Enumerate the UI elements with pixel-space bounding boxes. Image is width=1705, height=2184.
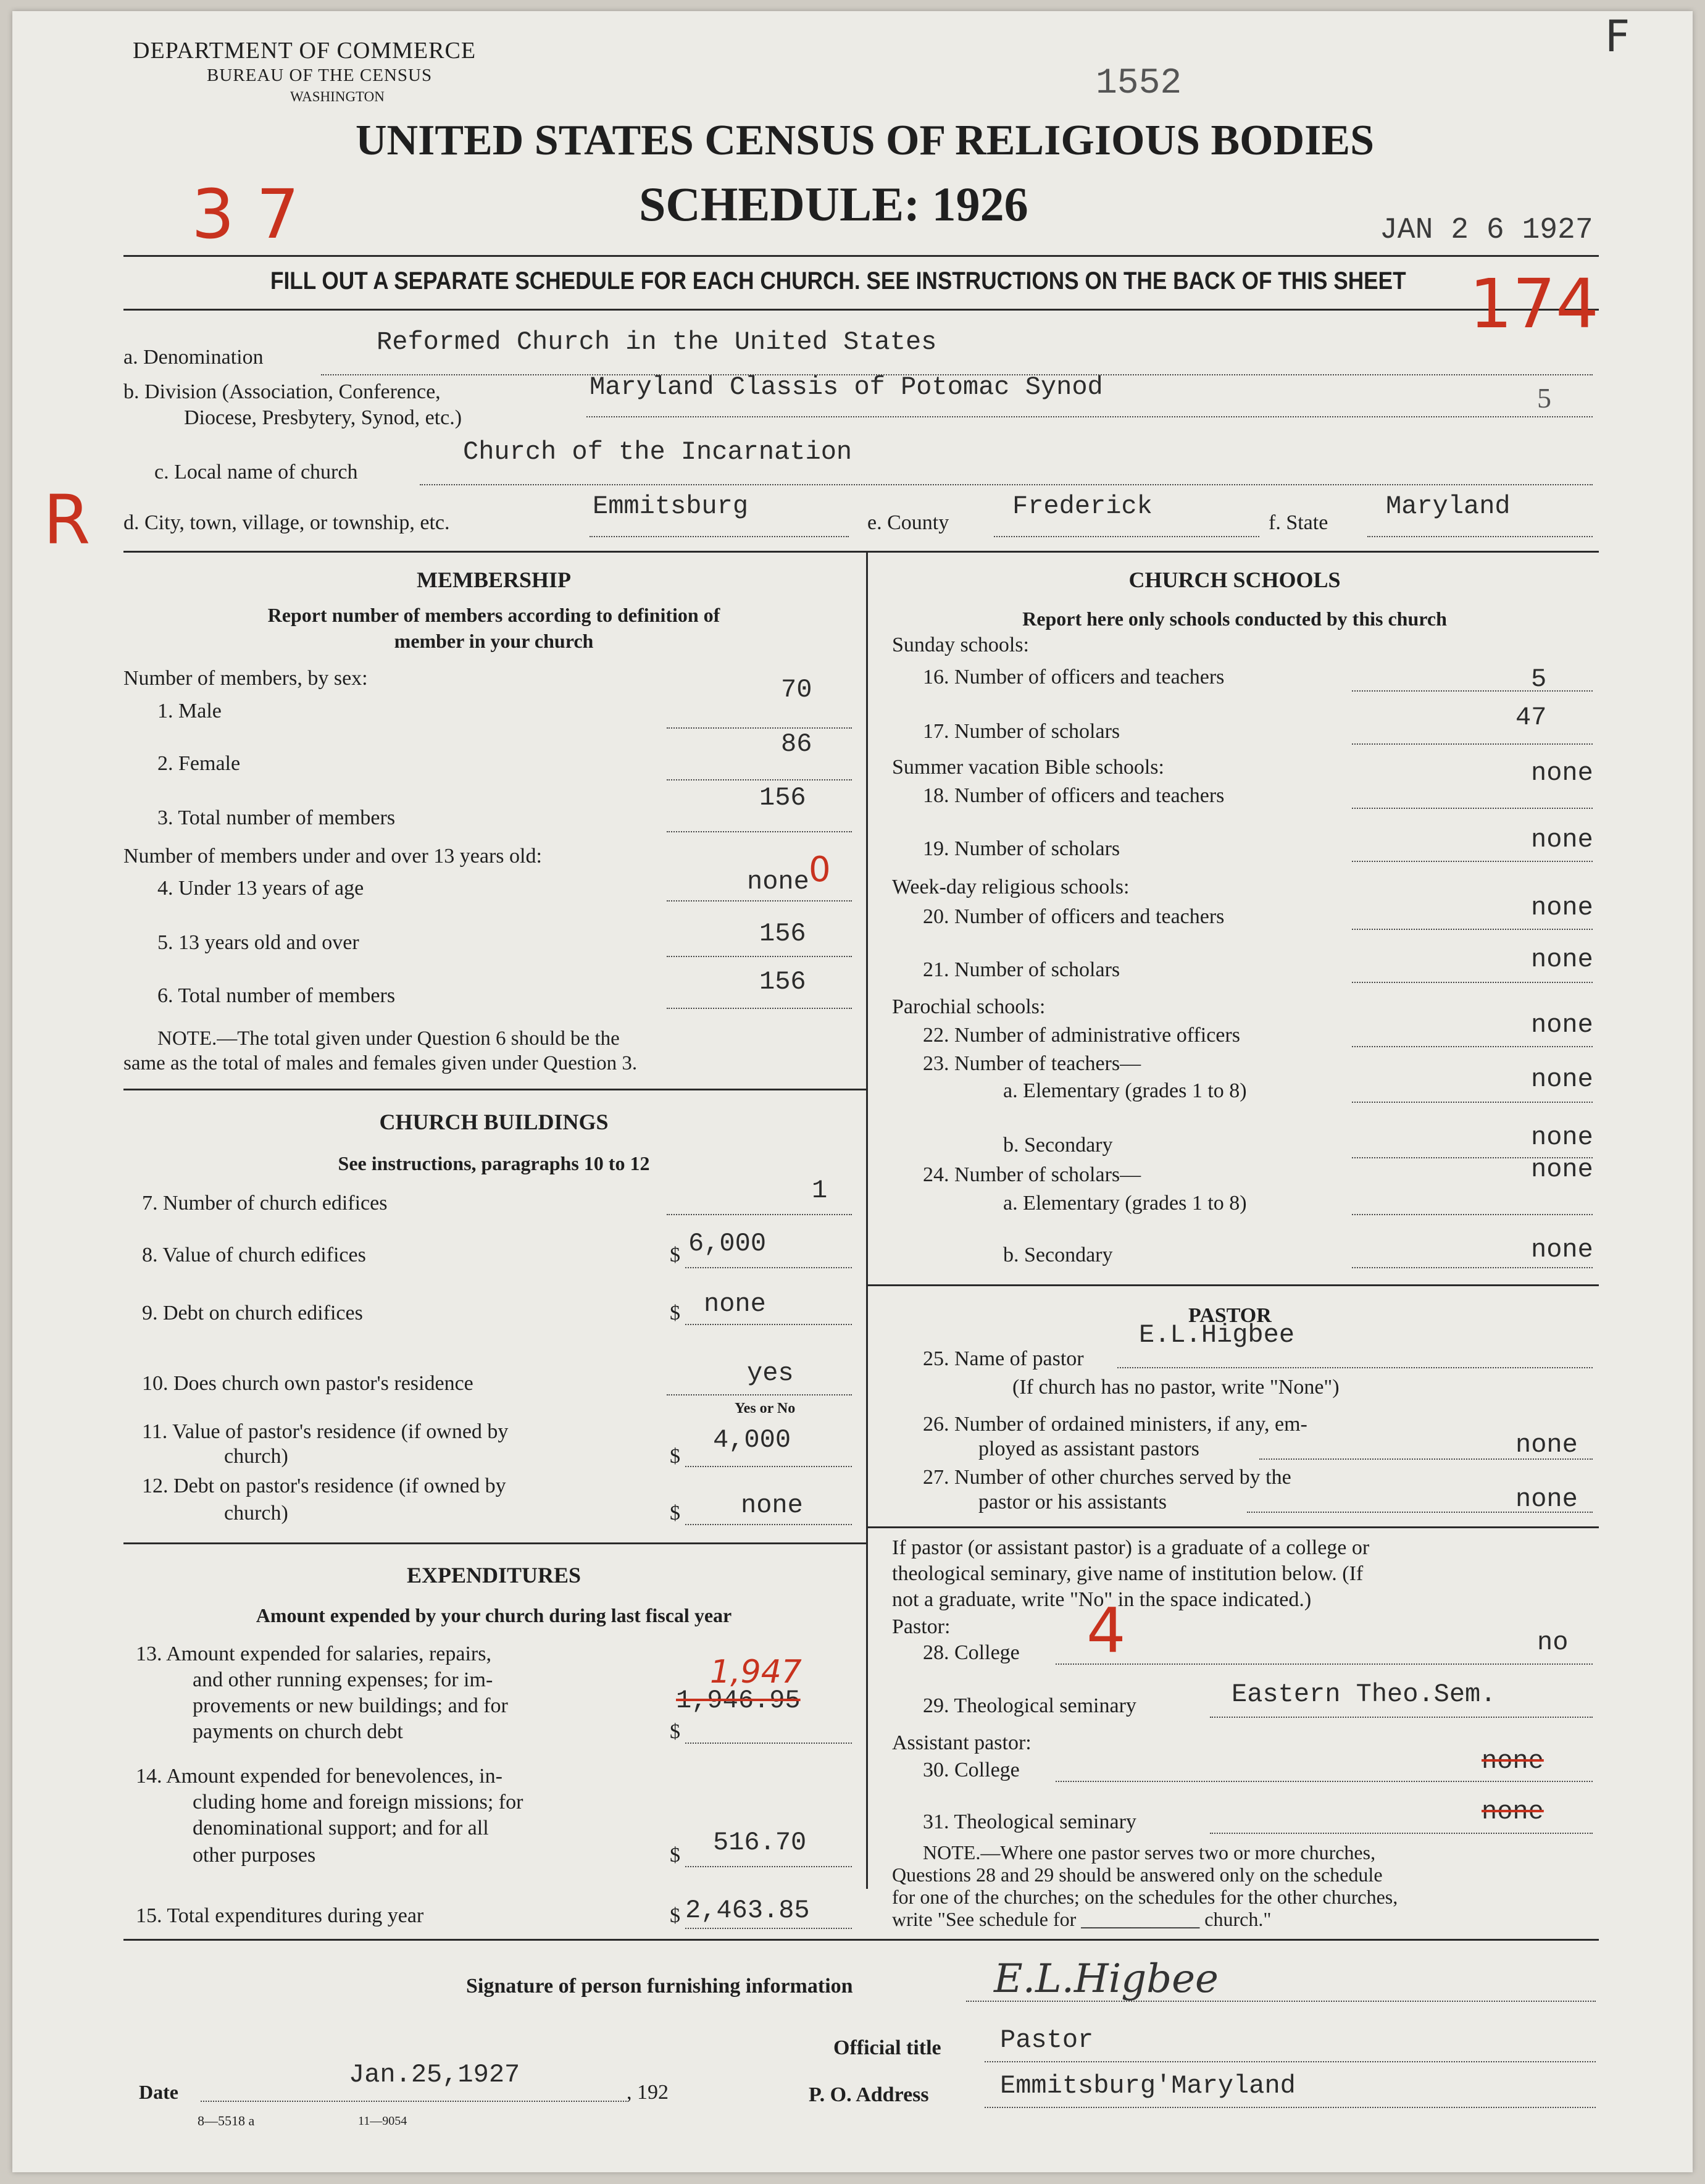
exp15-label: 15. Total expenditures during year xyxy=(136,1904,424,1927)
membership-sub-2: member in your church xyxy=(394,630,594,652)
county-label: e. County xyxy=(867,511,949,534)
pastor-note-1: NOTE.—Where one pastor serves two or more churches, xyxy=(923,1841,1376,1864)
residence-value-label-2: church) xyxy=(224,1445,288,1468)
r24b-value: none xyxy=(1531,1235,1593,1265)
dollar-sign-8: $ xyxy=(670,1244,680,1266)
corner-mark: F xyxy=(1605,11,1630,62)
female-value: 86 xyxy=(781,729,812,759)
under-13-red-overwrite: 0 xyxy=(809,850,831,890)
date-suffix: , 192 xyxy=(627,2081,669,2104)
r30-label: 30. College xyxy=(923,1759,1020,1781)
total-members-2-label: 6. Total number of members xyxy=(157,984,396,1007)
r27-value: none xyxy=(1515,1484,1578,1514)
r17-label: 17. Number of scholars xyxy=(923,720,1120,743)
yes-or-no-hint: Yes or No xyxy=(735,1400,796,1416)
total-members-label: 3. Total number of members xyxy=(157,806,396,829)
city-value: Emmitsburg xyxy=(593,492,749,521)
official-title-label: Official title xyxy=(833,2036,941,2059)
r24-label: 24. Number of scholars— xyxy=(923,1163,1141,1186)
edifices-debt-label: 9. Debt on church edifices xyxy=(142,1302,363,1324)
exp13-line3: provements or new buildings; and for xyxy=(193,1694,508,1717)
owns-residence-label: 10. Does church own pastor's residence xyxy=(142,1372,473,1395)
agency-line3: WASHINGTON xyxy=(290,89,385,104)
total-members-2-value: 156 xyxy=(759,967,806,997)
form-number: 8—5518 a xyxy=(198,2113,255,2128)
edifices-value-value: 6,000 xyxy=(688,1229,767,1258)
county-value: Frederick xyxy=(1012,492,1153,521)
r18-value: none xyxy=(1531,758,1593,788)
schools-sub: Report here only schools conducted by this church xyxy=(1022,608,1447,630)
exp14-line2: cluding home and foreign missions; for xyxy=(193,1791,523,1814)
r27-label-2: pastor or his assistants xyxy=(978,1491,1167,1513)
city-label: d. City, town, village, or township, etc. xyxy=(123,511,450,534)
form-subtitle: SCHEDULE: 1926 xyxy=(639,177,1028,231)
r27-label-1: 27. Number of other churches served by the xyxy=(923,1466,1291,1489)
date-label: Date xyxy=(139,2081,178,2103)
membership-heading: MEMBERSHIP xyxy=(416,567,571,592)
residence-value-value: 4,000 xyxy=(713,1425,791,1455)
pastor-name-label: 25. Name of pastor xyxy=(923,1347,1084,1370)
r23-label: 23. Number of teachers— xyxy=(923,1052,1141,1075)
state-value: Maryland xyxy=(1386,492,1511,521)
pastor-heading: PASTOR xyxy=(1188,1304,1272,1327)
pastor-name-note: (If church has no pastor, write "None") xyxy=(1012,1376,1340,1399)
r16-value: 5 xyxy=(1531,664,1547,694)
red-4-mark: 4 xyxy=(1086,1594,1126,1667)
pastor-name-value: E.L.Higbee xyxy=(1139,1320,1295,1350)
date-value: Jan.25,1927 xyxy=(349,2060,520,2090)
r26-label-2: ployed as assistant pastors xyxy=(978,1437,1199,1460)
under-13-value: none xyxy=(747,867,809,897)
r29-value: Eastern Theo.Sem. xyxy=(1232,1680,1496,1709)
pastor-note-2: Questions 28 and 29 should be answered only on the schedule xyxy=(892,1864,1383,1886)
male-value: 70 xyxy=(781,675,812,705)
print-number: 11—9054 xyxy=(358,2114,407,2128)
dollar-sign-12: $ xyxy=(670,1502,680,1525)
signature-value: E.L.Higbee xyxy=(994,1956,1219,2002)
form-title: UNITED STATES CENSUS OF RELIGIOUS BODIES xyxy=(355,117,1375,164)
exp13-line1: 13. Amount expended for salaries, repairs, xyxy=(136,1642,491,1665)
dollar-sign-9: $ xyxy=(670,1302,680,1324)
expenditures-sub: Amount expended by your church during last fiscal year xyxy=(256,1604,732,1626)
r24-value: none xyxy=(1531,1155,1593,1184)
dollar-sign-13: $ xyxy=(670,1720,680,1743)
instruction-banner: FILL OUT A SEPARATE SCHEDULE FOR EACH CHURCH. SEE INSTRUCTIONS ON THE BACK OF THIS SHEET xyxy=(270,267,1406,295)
exp14-line1: 14. Amount expended for benevolences, in- xyxy=(136,1765,502,1788)
pastor-note-3: for one of the churches; on the schedules for the other churches, xyxy=(892,1886,1398,1908)
exp13-value: 1,946.95 xyxy=(676,1686,801,1715)
r28-label: 28. College xyxy=(923,1641,1020,1664)
over-13-value: 156 xyxy=(759,919,806,948)
sunday-schools-label: Sunday schools: xyxy=(892,634,1029,656)
po-address-label: P. O. Address xyxy=(809,2083,929,2106)
r30-value: none xyxy=(1482,1746,1544,1776)
schools-heading: CHURCH SCHOOLS xyxy=(1128,567,1341,592)
r31-label: 31. Theological seminary xyxy=(923,1810,1136,1833)
agency-line2: BUREAU OF THE CENSUS xyxy=(207,65,433,85)
graduate-text-3: not a graduate, write "No" in the space indicated.) xyxy=(892,1588,1312,1611)
exp14-line4: other purposes xyxy=(193,1844,316,1867)
r31-value: none xyxy=(1482,1797,1544,1826)
state-label: f. State xyxy=(1269,511,1328,534)
r22-value: none xyxy=(1531,1010,1593,1040)
buildings-heading: CHURCH BUILDINGS xyxy=(379,1110,609,1134)
r24b-label: b. Secondary xyxy=(1003,1244,1113,1266)
r16-label: 16. Number of officers and teachers xyxy=(923,666,1225,688)
under-13-label: 4. Under 13 years of age xyxy=(157,877,364,900)
exp14-line3: denominational support; and for all xyxy=(193,1817,489,1839)
exp14-value: 516.70 xyxy=(713,1828,807,1857)
division-value: Maryland Classis of Potomac Synod xyxy=(590,372,1103,402)
r23a-value: none xyxy=(1531,1065,1593,1094)
pastor-sublabel: Pastor: xyxy=(892,1615,951,1638)
buildings-sub: See instructions, paragraphs 10 to 12 xyxy=(338,1152,650,1174)
residence-debt-value: none xyxy=(741,1491,803,1520)
received-date-stamp: JAN 2 6 1927 xyxy=(1380,214,1593,247)
exp15-value: 2,463.85 xyxy=(685,1896,810,1925)
r17-value: 47 xyxy=(1515,703,1547,732)
membership-note-1: NOTE.—The total given under Question 6 should be the xyxy=(157,1027,620,1050)
r20-label: 20. Number of officers and teachers xyxy=(923,905,1225,928)
division-label-2: Diocese, Presbytery, Synod, etc.) xyxy=(184,406,462,429)
r26-label-1: 26. Number of ordained ministers, if any, em- xyxy=(923,1413,1307,1436)
dollar-sign-11: $ xyxy=(670,1445,680,1468)
r29-label: 29. Theological seminary xyxy=(923,1694,1136,1717)
edifices-value-label: 8. Value of church edifices xyxy=(142,1244,366,1266)
parochial-schools-label: Parochial schools: xyxy=(892,995,1046,1018)
weekday-schools-label: Week-day religious schools: xyxy=(892,876,1130,898)
dollar-sign-15: $ xyxy=(670,1904,680,1927)
local-name-label: c. Local name of church xyxy=(154,461,358,483)
agency-line1: DEPARTMENT OF COMMERCE xyxy=(133,38,477,64)
r23b-label: b. Secondary xyxy=(1003,1134,1113,1157)
red-number-right: 174 xyxy=(1469,264,1599,343)
membership-note-2: same as the total of males and females given under Question 3. xyxy=(123,1052,638,1074)
exp13-line4: payments on church debt xyxy=(193,1720,403,1743)
residence-value-label-1: 11. Value of pastor's residence (if owned by xyxy=(142,1420,509,1443)
r20-value: none xyxy=(1531,893,1593,923)
edifices-count-label: 7. Number of church edifices xyxy=(142,1192,388,1215)
female-label: 2. Female xyxy=(157,752,241,775)
r19-label: 19. Number of scholars xyxy=(923,837,1120,860)
denomination-value: Reformed Church in the United States xyxy=(377,327,937,357)
po-address-value: Emmitsburg'Maryland xyxy=(1000,2071,1296,2101)
residence-debt-label-2: church) xyxy=(224,1502,288,1525)
assistant-pastor-label: Assistant pastor: xyxy=(892,1731,1032,1754)
owns-residence-value: yes xyxy=(747,1358,794,1388)
local-name-value: Church of the Incarnation xyxy=(463,437,852,467)
r26-value: none xyxy=(1515,1430,1578,1460)
division-label-1: b. Division (Association, Conference, xyxy=(123,380,441,403)
denomination-label: a. Denomination xyxy=(123,346,264,369)
age-split-label: Number of members under and over 13 years old: xyxy=(123,845,542,868)
expenditures-heading: EXPENDITURES xyxy=(406,1563,582,1588)
graduate-text-1: If pastor (or assistant pastor) is a graduate of a college or xyxy=(892,1536,1370,1559)
r18-label: 18. Number of officers and teachers xyxy=(923,784,1225,807)
r23b-value: none xyxy=(1531,1123,1593,1152)
r28-value: no xyxy=(1537,1628,1569,1657)
r21-value: none xyxy=(1531,945,1593,974)
graduate-text-2: theological seminary, give name of institution below. (If xyxy=(892,1562,1364,1585)
red-letter-r: R xyxy=(43,480,91,559)
members-by-sex-label: Number of members, by sex: xyxy=(123,667,368,690)
r22-label: 22. Number of administrative officers xyxy=(923,1024,1240,1047)
pastor-note-4: write "See schedule for ____________ church." xyxy=(892,1908,1272,1930)
official-title-value: Pastor xyxy=(1000,2025,1094,2055)
signature-label: Signature of person furnishing information xyxy=(466,1975,853,1998)
division-margin-note: 5 xyxy=(1537,382,1551,414)
r19-value: none xyxy=(1531,825,1593,855)
r24a-label: a. Elementary (grades 1 to 8) xyxy=(1003,1192,1247,1215)
edifices-count-value: 1 xyxy=(812,1176,828,1205)
total-members-value: 156 xyxy=(759,783,806,813)
exp13-line2: and other running expenses; for im- xyxy=(193,1668,493,1691)
edifices-debt-value: none xyxy=(704,1289,766,1319)
male-label: 1. Male xyxy=(157,700,222,722)
summer-schools-label: Summer vacation Bible schools: xyxy=(892,756,1164,779)
membership-sub-1: Report number of members according to definition of xyxy=(267,604,720,626)
r23a-label: a. Elementary (grades 1 to 8) xyxy=(1003,1079,1247,1102)
dollar-sign-14: $ xyxy=(670,1844,680,1867)
stamp-number: 1552 xyxy=(1096,64,1182,104)
red-number-left: 3 7 xyxy=(191,175,299,254)
exp13-correction: 1,947 xyxy=(710,1654,802,1691)
residence-debt-label-1: 12. Debt on pastor's residence (if owned by xyxy=(142,1475,506,1497)
r21-label: 21. Number of scholars xyxy=(923,958,1120,981)
over-13-label: 5. 13 years old and over xyxy=(157,931,359,954)
census-schedule-sheet xyxy=(12,11,1693,2172)
